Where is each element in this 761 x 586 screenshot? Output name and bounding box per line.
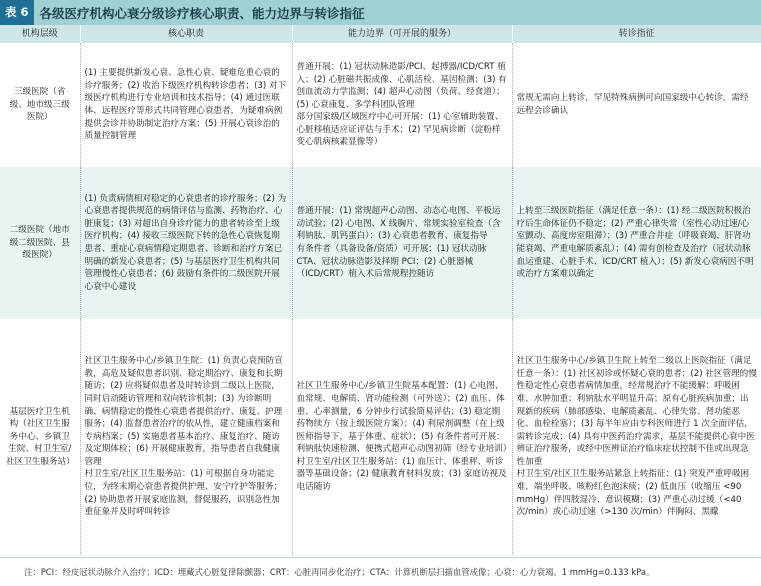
header-capabilities: 能力边界（可开展的服务） [292, 25, 512, 43]
header-level: 机构层级 [0, 25, 80, 43]
duties-text: 村卫生室/社区卫生服务站：(1) 可根据自身功能定位，为终末期心衰患者提供护理、安宁疗护等服务；(2) 协助患者开展家庭监测，督促服药，识别急性加重征象并及时呼叫转诊 [84, 469, 283, 518]
capabilities-text: 普通开展：(1) 冠状动脉造影/PCI、起搏器/ICD/CRT 植入；(2) 心脏磁共振成像、心肌活检、基因检测；(3) 有创血流动力学监测；(4) 超声心动图（负荷、经食道）；(5) 心衰康复、多学科团队管理 [296, 61, 507, 110]
level-cell: 三级医院（省级、地市级三级医院） [0, 43, 80, 167]
capabilities-text: 有条件者（具备设备/资质）可开展：(1) 冠状动脉 CTA、冠状动脉造影及择期 PCI；(2) 心脏器械（ICD/CRT）植入术后常规程控随访 [296, 244, 487, 280]
capabilities-cell [292, 167, 512, 319]
capabilities-text: 普通开展：(1) 常规超声心动图、动态心电图、平板运动试验；(2) 心电图、X 线胸片、常规实验室检查（含利钠肽、肌钙蛋白）；(3) 心衰患者教育、康复指导 [296, 206, 501, 242]
capabilities-text: 部分国家级/区域医疗中心可开展：(1) 心室辅助装置、心脏移植适应证评估与手术；(2) 罕见病诊断（淀粉样变心肌病核素显像等） [296, 112, 504, 148]
header-referral: 转诊指征 [512, 25, 761, 43]
table-title: 各级医疗机构心衰分级诊疗核心职责、能力边界与转诊指征 [39, 5, 365, 21]
level-cell: 基层医疗卫生机构（社区卫生服务中心、乡镇卫生院、村卫生室/社区卫生服务站） [0, 319, 80, 555]
duties-text: 社区卫生服务中心/乡镇卫生院：(1) 负责心衰预防宣教，高危及疑似患者识别、稳定期治疗、康复和长期随访；(2) 应将疑似患者及时转诊到二级以上医院，同时启动随访管理和双向转诊机制；(3) 为诊断明确、病情稳定的慢性心衰患者提供治疗、康复、护理服务；(4) 监督患者治疗的依从性，建立健康档案和专病档案；(5) 实施患者基本治疗、康复治疗、随访及定期体检；(6) 开展健康教育，指导患者自我健康管理 [84, 356, 283, 467]
level-cell: 二级医院（地市级二级医院、县级医院） [0, 167, 80, 319]
capabilities-cell [292, 43, 512, 167]
referral-cell: 常规无需向上转诊，罕见特殊病例可向国家级中心转诊，需经远程会诊确认 [512, 43, 761, 167]
title-bar [0, 0, 761, 25]
referral-text: 社区卫生服务中心/乡镇卫生院上转至二级以上医院指征（满足任意一条）：(1) 社区初诊或怀疑心衰的患者；(2) 社区管理的慢性稳定性心衰患者病情加重，经常规治疗不能缓解：呼吸困难、水肿加重；利钠肽水平明显升高；原有心脏疾病加重；出现新的疾病（肺部感染、电解质紊乱、心律失常、肾功能恶化、血栓栓塞）；(3) 每半年应由专科医师进行 1 次全面评估，需转诊完成；(4) 具有中医药治疗需求，基层不能提供心衰中医辨证治疗服务，或经中医辨证治疗临床症状控制不佳或出现急性加重 [516, 356, 757, 467]
referral-text: 村卫生室/社区卫生服务站紧急上转指征：(1) 突发严重呼吸困难、端坐呼吸、咳粉红色泡沫痰；(2) 低血压（收缩压 <90 mmHg）伴四肢湿冷、意识模糊；(3) 严重心动过缓（<40 次/min）或心动过速（>130 次/min）伴胸闷、黑矇 [516, 469, 750, 518]
duties-cell: (1) 主要提供新发心衰、急性心衰、疑难危重心衰的诊疗服务；(2) 收治下级医疗机构转诊患者；(3) 对下级医疗机构进行专业培训和技术指导；(4) 通过医联体、远程医疗等形式共同管理心衰患者，为疑难病例提供会诊并协助制定治疗方案；(5) 开展心衰诊治的质量控制管理 [80, 43, 292, 167]
capabilities-text: 村卫生室/社区卫生服务站：(1) 血压计、体重秤、听诊器等基础设备；(2) 健康教育材料发放；(3) 家庭访视及电话随访 [296, 456, 507, 493]
header-row [0, 25, 761, 43]
header-duties: 核心职责 [80, 25, 292, 43]
capabilities-cell [292, 319, 512, 555]
table-row [0, 319, 761, 555]
referral-table [0, 25, 761, 555]
table-number-badge: 表 6 [0, 0, 34, 25]
duties-cell: (1) 负责病情相对稳定的心衰患者的诊疗服务；(2) 为心衰患者提供规范的病情评估与监测、药物治疗、心脏康复；(3) 对超出自身诊疗能力的患者转诊至上级医疗机构；(4) 接收三级医院下转的急性心衰恢复期患者、重症心衰病情稳定期患者、诊断和治疗方案已明确的新发心衰患者；(5) 与基层医疗卫生机构共同管理慢性心衰患者；(6) 鼓励有条件的二级医院开展心衰中心建设 [80, 167, 292, 319]
duties-cell [80, 319, 292, 555]
referral-cell: 上转至三级医院指征（满足任意一条）：(1) 经二级医院积极治疗后生命体征仍不稳定；(2) 严重心律失常（室性心动过速/心室颤动、高度房室阻滞）；(3) 严重合并症（呼吸衰竭、肝肾功能衰竭、严重电解质紊乱）；(4) 需有创检查及治疗（冠状动脉血运重建、心脏手术、ICD/CRT 植入）；(5) 新发心衰病因不明或治疗方案难以确定 [512, 167, 761, 319]
table-row [0, 167, 761, 319]
capabilities-text: 社区卫生服务中心/乡镇卫生院基本配置：(1) 心电图、血常规、电解质、肾功能检测（可外送）；(2) 血压、体重、心率测量，6 分钟步行试验简易评估；(3) 稳定期药物续方（按上级医院方案）；(4) 利尿剂调整（在上级医师指导下，基于体重、症状）；(5) 有条件者可开展：利钠肽快速检测、便携式超声心动图初筛（经专业培训） [296, 381, 512, 455]
table-row [0, 43, 761, 167]
table-footnote: 注：PCI：经皮冠状动脉介入治疗；ICD：埋藏式心脏复律除颤器；CRT：心脏再同步化治疗；CTA：计算机断层扫描血管成像；心衰：心力衰竭。1 mmHg=0.133 kPa。 [0, 557, 761, 585]
referral-cell [512, 319, 761, 555]
